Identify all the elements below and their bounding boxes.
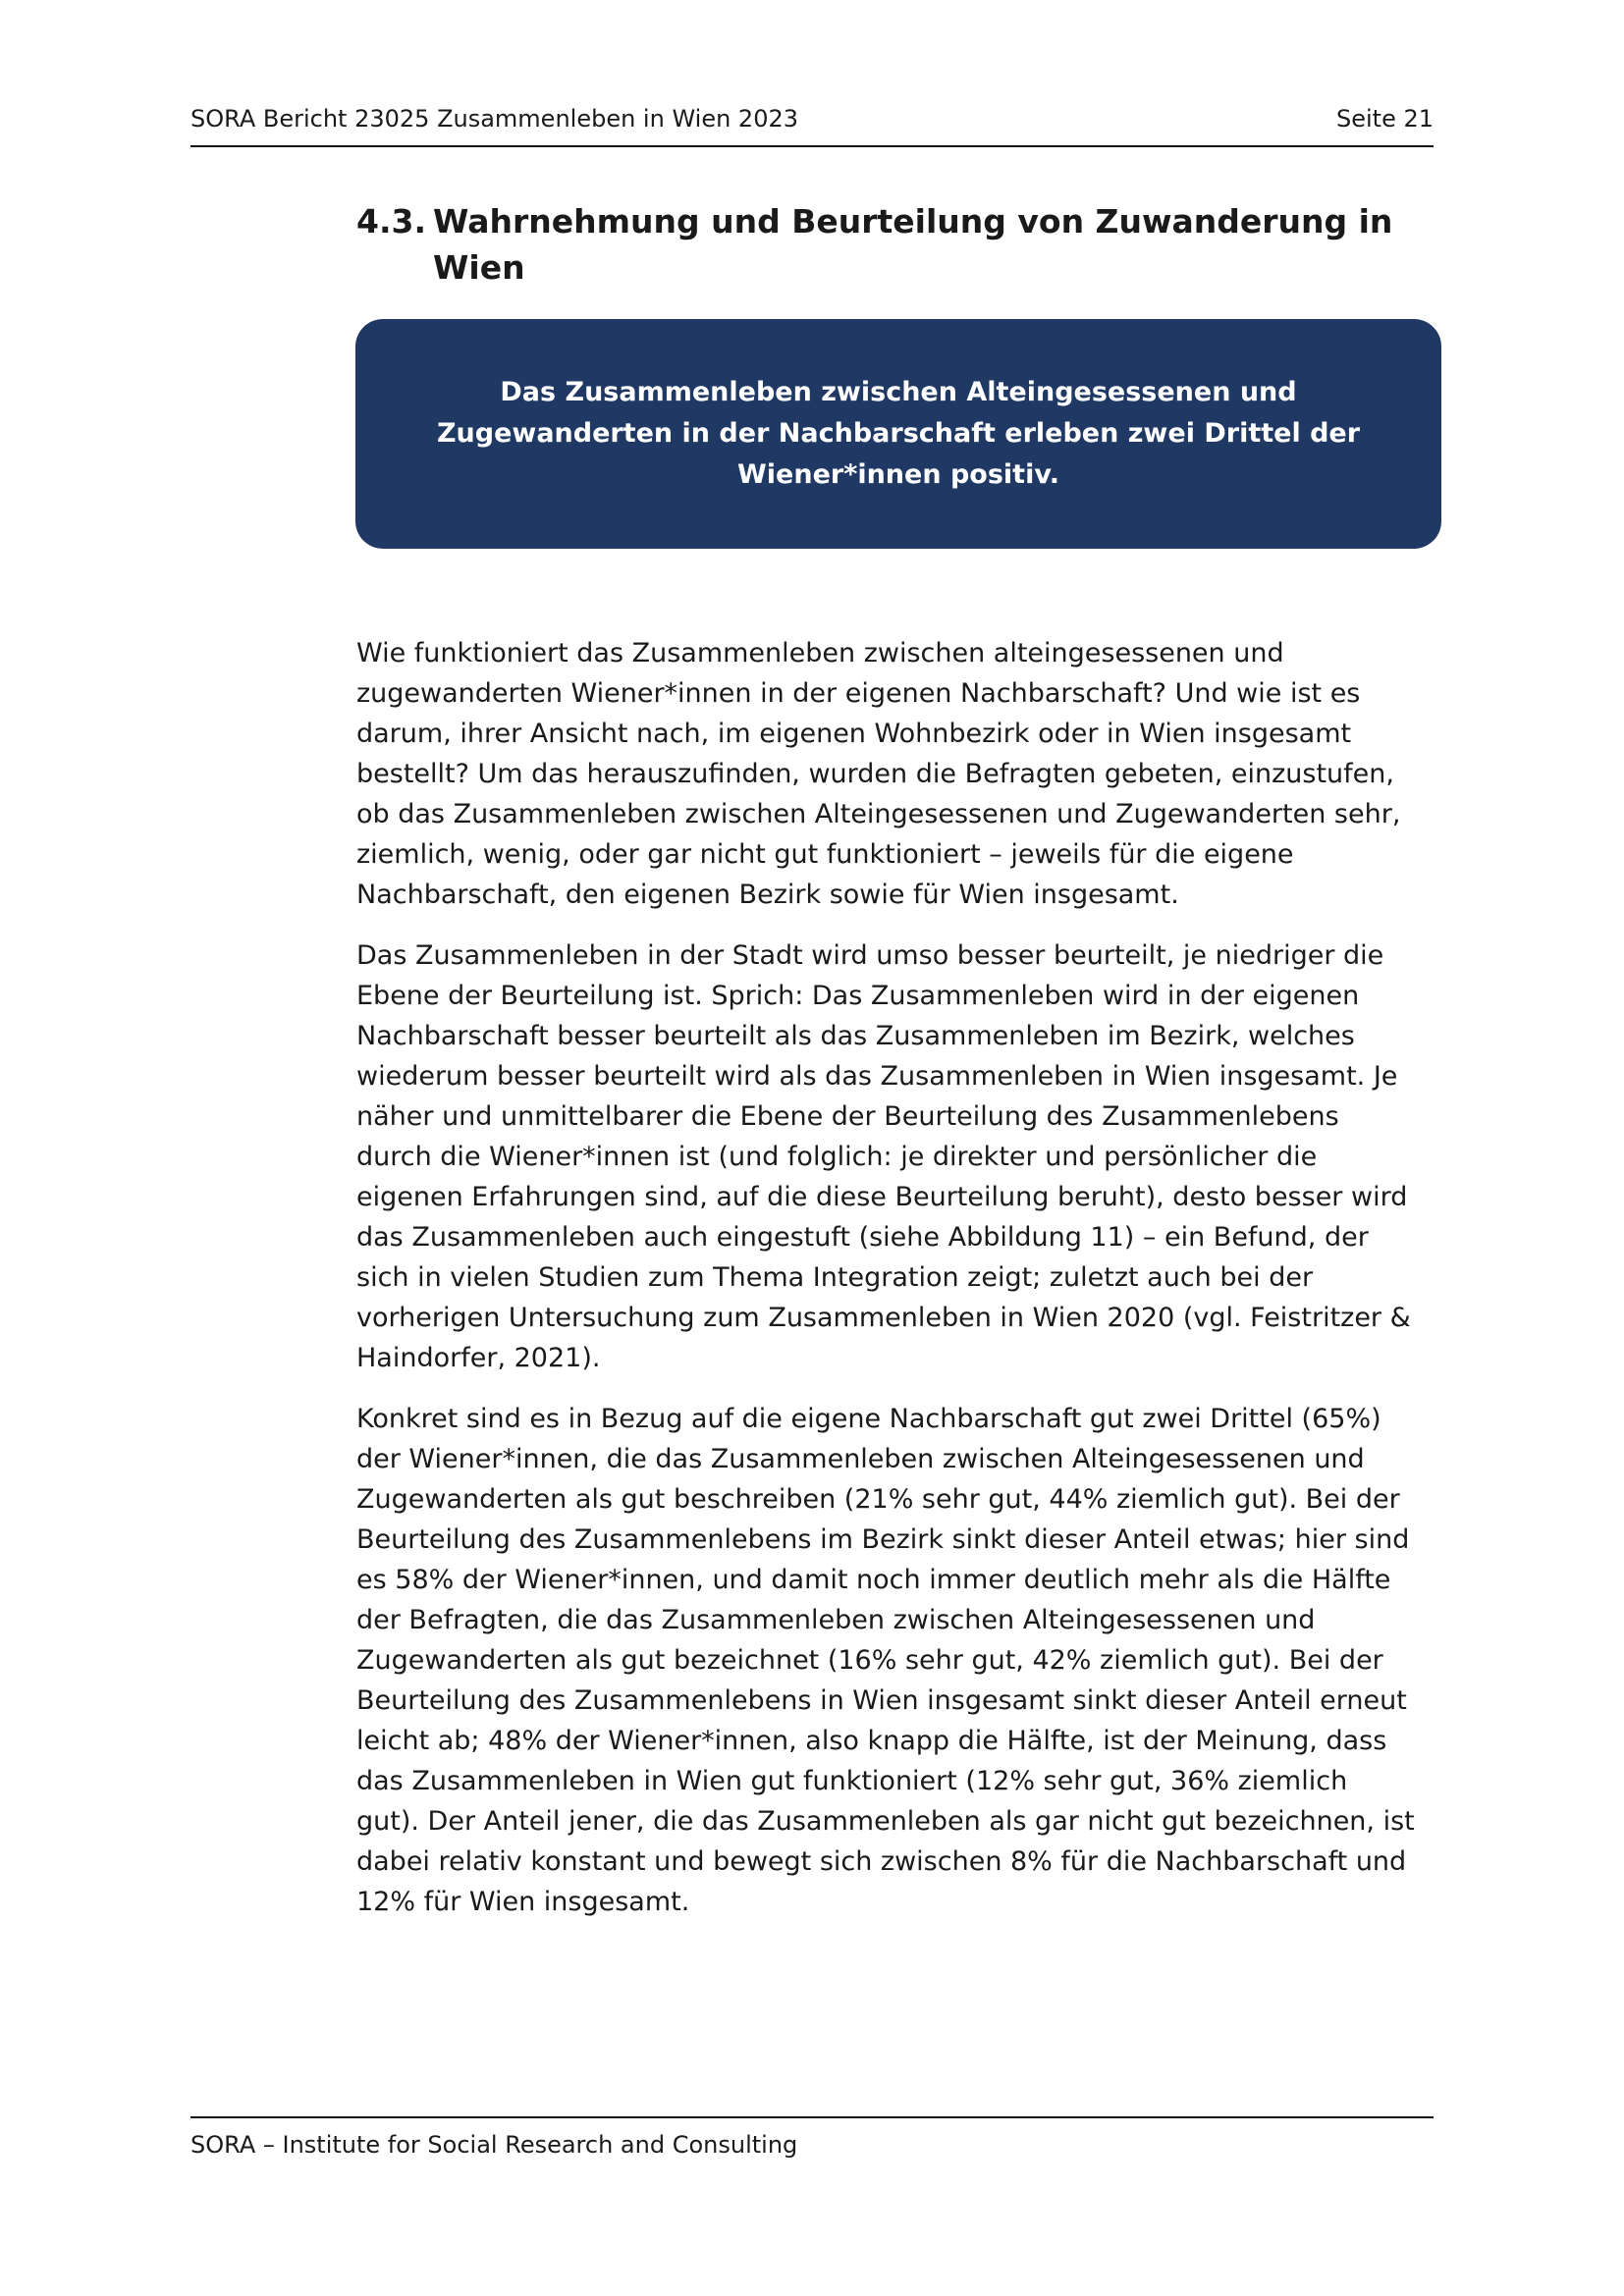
page-footer: [190, 2116, 1434, 2160]
header-report-title: SORA Bericht 23025 Zusammenleben in Wien 2023: [190, 105, 798, 133]
callout-box: [355, 319, 1441, 549]
callout-text: Das Zusammenleben zwischen Alteingesessenen und Zugewanderten in der Nachbarschaft erleben zwei Drittel der Wiener*innen positiv.: [436, 377, 1361, 490]
body-paragraph: Wie funktioniert das Zusammenleben zwischen alteingesessenen und zugewanderten Wiener*innen in der eigenen Nachbarschaft? Und wie ist es darum, ihrer Ansicht nach, im eigenen Wohnbezirk oder in Wien insgesamt bestellt? Um das herauszufinden, wurden die Befragten gebeten, einzustufen, ob das Zusammenleben zwischen Alteingesessenen und Zugewanderten sehr, ziemlich, wenig, oder gar nicht gut funktioniert – jeweils für die eigene Nachbarschaft, den eigenen Bezirk sowie für Wien insgesamt.: [356, 638, 1401, 910]
footer-text: SORA – Institute for Social Research and Consulting: [190, 2131, 798, 2159]
section-heading: [356, 198, 1438, 291]
page-number: Seite 21: [1335, 105, 1434, 133]
heading-number: 4.3.: [356, 202, 426, 240]
page-header: [190, 104, 1434, 147]
heading-title: Wahrnehmung und Beurteilung von Zuwanderung in Wien: [433, 202, 1393, 287]
body-paragraph: Konkret sind es in Bezug auf die eigene Nachbarschaft gut zwei Drittel (65%) der Wiener*innen, die das Zusammenleben zwischen Alteingesessenen und Zugewanderten als gut beschreiben (21% sehr gut, 44% ziemlich gut). Bei der Beurteilung des Zusammenlebens im Bezirk sinkt dieser Anteil etwas; hier sind es 58% der Wiener*innen, und damit noch immer deutlich mehr als die Hälfte der Befragten, die das Zusammenleben zwischen Alteingesessenen und Zugewanderten als gut bezeichnet (16% sehr gut, 42% ziemlich gut). Bei der Beurteilung des Zusammenlebens in Wien insgesamt sinkt dieser Anteil erneut leicht ab; 48% der Wiener*innen, also knapp die Hälfte, ist der Meinung, dass das Zusammenleben in Wien gut funktioniert (12% sehr gut, 36% ziemlich gut). Der Anteil jener, die das Zusammenleben als gar nicht gut bezeichnen, ist dabei relativ konstant und bewegt sich zwischen 8% für die Nachbarschaft und 12% für Wien insgesamt.: [356, 1404, 1415, 1917]
body-text: [356, 633, 1415, 1943]
body-paragraph: Das Zusammenleben in der Stadt wird umso besser beurteilt, je niedriger die Ebene der Beurteilung ist. Sprich: Das Zusammenleben wird in der eigenen Nachbarschaft besser beurteilt als das Zusammenleben im Bezirk, welches wiederum besser beurteilt wird als das Zusammenleben in Wien insgesamt. Je näher und unmittelbarer die Ebene der Beurteilung des Zusammenlebens durch die Wiener*innen ist (und folglich: je direkter und persönlicher die eigenen Erfahrungen sind, auf die diese Beurteilung beruht), desto besser wird das Zusammenleben auch eingestuft (siehe Abbildung 11) – ein Befund, der sich in vielen Studien zum Thema Integration zeigt; zuletzt auch bei der vorherigen Untersuchung zum Zusammenleben in Wien 2020 (vgl. Feistritzer & Haindorfer, 2021).: [356, 940, 1411, 1373]
